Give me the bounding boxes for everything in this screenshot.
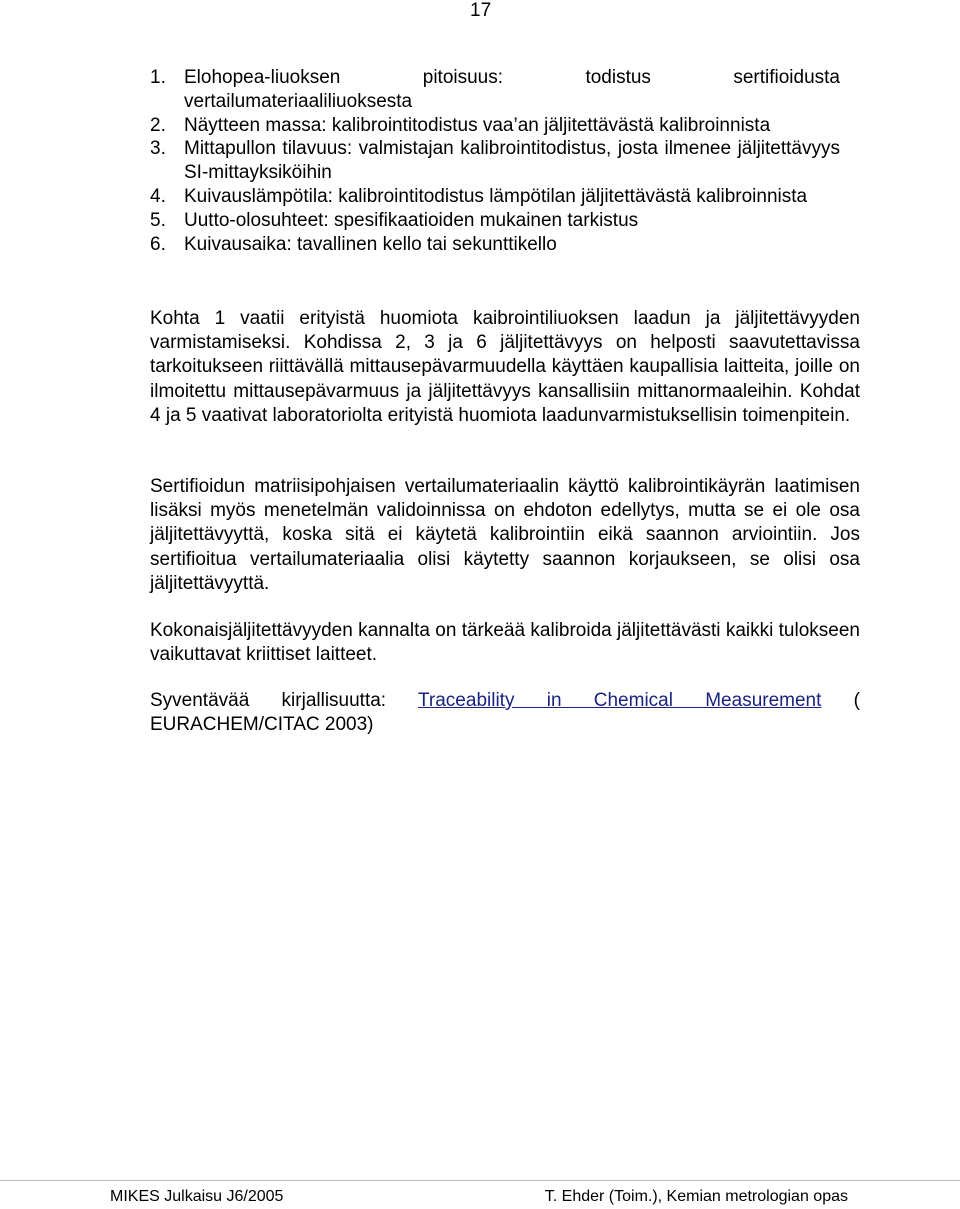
paragraph-traceability-notes: Kohta 1 vaatii erityistä huomiota kaibrointiliuoksen laadun ja jäljitettävyyden varmistamiseksi. Kohdissa 2, 3 ja 6 jäljitettävyys on helposti saavutettavissa tarkoitukseen riittävällä mittausepävarmuudella käyttäen kaupallisia laitteita, joille on ilmoitettu mittausepävarmuus ja jäljitettävyys kansallisiin mittanormaaleihin. Kohdat 4 ja 5 vaativat laboratoriolta erityistä huomiota laadunvarmistuksellisin toimenpitein. <box>150 308 860 426</box>
footer-author: T. Ehder (Toim.), Kemian metrologian opas <box>544 1188 848 1205</box>
list-item-number: 2. <box>150 114 166 136</box>
paragraph-calibration: Kokonaisjäljitettävyyden kannalta on tärkeää kalibroida jäljitettävästi kaikki tulokseen vaikuttavat kriittiset laitteet. <box>150 620 860 666</box>
list-item-number: 3. <box>150 138 166 160</box>
list-item <box>150 185 840 209</box>
list-item-text: Uutto-olosuhteet: spesifikaatioiden mukainen tarkistus <box>184 209 639 231</box>
list-item <box>150 233 840 257</box>
list-item-text: Elohopea-liuoksen pitoisuus: todistus sertifioidusta vertailumateriaaliliuoksesta <box>184 67 840 112</box>
further-reading-label: Syventävää kirjallisuutta: <box>150 690 419 711</box>
list-item-text: Kuivauslämpötila: kalibrointitodistus lämpötilan jäljitettävästä kalibroinnista <box>184 185 808 207</box>
paragraph-reference-material: Sertifioidun matriisipohjaisen vertailumateriaalin käyttö kalibrointikäyrän laatimisen lisäksi myös menetelmän validoinnissa on ehdoton edellytys, mutta se ei ole osa jäljitettävyyttä, koska sitä ei käytetä kalibrointiin eikä saannon arviointiin. Jos sertifioitua vertailumateriaalia olisi käytetty saannon korjaukseen, se olisi osa jäljitettävyyttä. <box>150 476 860 594</box>
page-number: 17 <box>470 0 492 21</box>
list-item <box>150 137 840 185</box>
further-reading-source: ( EURACHEM/CITAC 2003) <box>150 690 860 736</box>
paragraph-further-reading <box>150 689 860 737</box>
list-item-number: 6. <box>150 233 166 255</box>
list-item <box>150 114 840 138</box>
list-item <box>150 66 840 114</box>
page-footer <box>0 1180 960 1205</box>
list-item-number: 1. <box>150 67 166 88</box>
traceability-link[interactable]: Traceability in Chemical Measurement <box>418 690 822 711</box>
numbered-list <box>150 66 840 256</box>
list-item-text: Mittapullon tilavuus: valmistajan kalibrointitodistus, josta ilmenee jäljitettävyys SI-mittayksiköihin <box>184 138 840 184</box>
list-item <box>150 209 840 233</box>
list-item-text: Näytteen massa: kalibrointitodistus vaa’an jäljitettävästä kalibroinnista <box>184 114 771 136</box>
footer-publication: MIKES Julkaisu J6/2005 <box>110 1188 284 1205</box>
list-item-text: Kuivausaika: tavallinen kello tai sekunttikello <box>184 233 557 255</box>
list-item-number: 4. <box>150 185 166 207</box>
list-item-number: 5. <box>150 209 166 231</box>
